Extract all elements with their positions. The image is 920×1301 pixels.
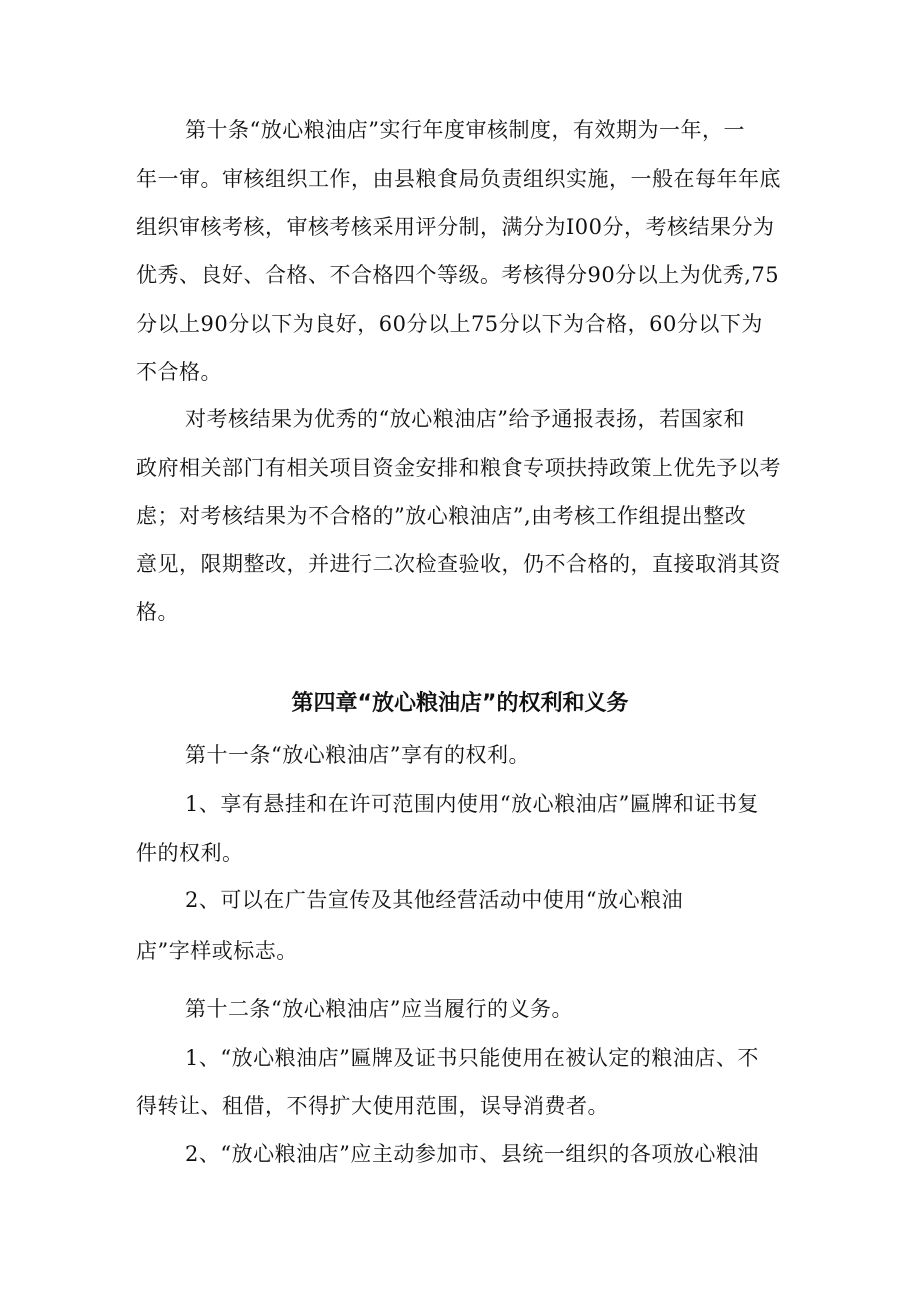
article11-item2-line-1: 2、可以在广告宣传及其他经营活动中使用“放心粮油 <box>185 888 684 912</box>
article10-line-5: 分以上90分以下为良好，60分以上75分以下为合格，60分以下为 <box>136 312 763 336</box>
article12-item1-line-1: 1、“放心粮油店”匾牌及证书只能使用在被认定的粮油店、不 <box>185 1046 759 1070</box>
results-line-3: 虑；对考核结果为不合格的”放心粮油店”,由考核工作组提出整改 <box>136 504 747 528</box>
article12-item1-line-2: 得转让、租借，不得扩大使用范围，误导消费者。 <box>136 1094 609 1118</box>
article12-item2-line-1: 2、“放心粮油店”应主动参加市、县统一组织的各项放心粮油 <box>185 1142 759 1166</box>
article11-item1-line-1: 1、享有悬挂和在许可范围内使用“放心粮油店”匾牌和证书复 <box>185 792 759 816</box>
article10-line-6: 不合格。 <box>136 360 222 384</box>
article11-item2-line-2: 店”字样或标志。 <box>136 939 298 963</box>
article10-line-2: 年一审。审核组织工作，由县粮食局负责组织实施，一般在每年年底 <box>136 167 781 191</box>
chapter-heading: 第四章“放心粮油店”的权利和义务 <box>291 691 629 716</box>
results-line-4: 意见，限期整改，并进行二次检查验收，仍不合格的，直接取消其资 <box>136 552 781 576</box>
article10-line-1: 第十条“放心粮油店”实行年度审核制度，有效期为一年，一 <box>185 118 745 142</box>
article11-title: 第十一条“放心粮油店”享有的权利。 <box>185 743 530 767</box>
results-line-5: 格。 <box>136 600 179 624</box>
article10-line-4: 优秀、良好、合格、不合格四个等级。考核得分90分以上为优秀,75 <box>136 263 780 287</box>
results-line-2: 政府相关部门有相关项目资金安排和粮食专项扶持政策上优先予以考 <box>136 456 781 480</box>
results-line-1: 对考核结果为优秀的“放心粮油店”给予通报表扬，若国家和 <box>185 407 745 431</box>
article10-line-3: 组织审核考核，审核考核采用评分制，满分为I00分，考核结果分为 <box>136 215 775 239</box>
article12-title: 第十二条“放心粮油店”应当履行的义务。 <box>185 997 573 1021</box>
article11-item1-line-2: 件的权利。 <box>136 841 244 865</box>
